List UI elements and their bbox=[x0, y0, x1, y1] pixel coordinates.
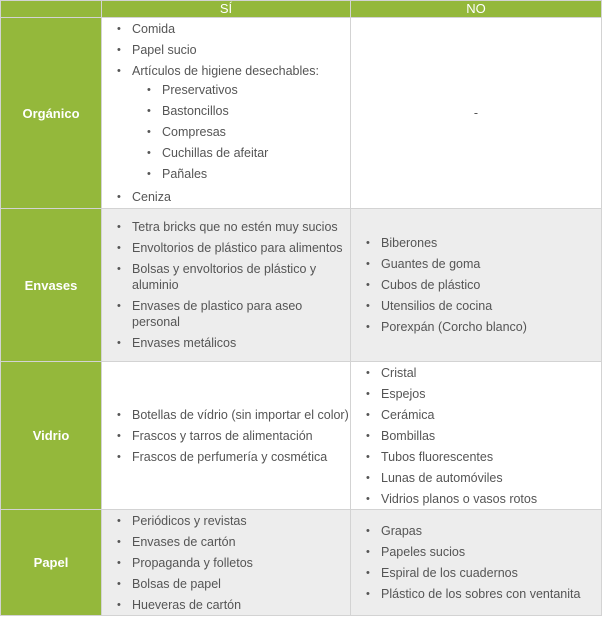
list-item: • Cristal bbox=[381, 362, 601, 383]
sub-list-item: • Pañales bbox=[162, 163, 350, 184]
no-cell-envases bbox=[351, 209, 602, 362]
list-item: • Porexpán (Corcho blanco) bbox=[381, 317, 601, 338]
list-item: • Espiral de los cuadernos bbox=[381, 563, 601, 584]
list-item: • Envases metálicos bbox=[132, 333, 350, 354]
list-item: • Bombillas bbox=[381, 425, 601, 446]
list-item: • Tubos fluorescentes bbox=[381, 446, 601, 467]
header-corner bbox=[1, 1, 102, 18]
no-cell-vidrio bbox=[351, 362, 602, 510]
list-item: • Ceniza bbox=[132, 187, 350, 208]
list-item: • Cubos de plástico bbox=[381, 275, 601, 296]
si-cell-vidrio bbox=[102, 362, 351, 510]
list-item: • Frascos y tarros de alimentación bbox=[132, 425, 350, 446]
row-papel bbox=[1, 510, 602, 616]
list-item: • Propaganda y folletos bbox=[132, 552, 350, 573]
header-row bbox=[1, 1, 602, 18]
list-item: • Bolsas de papel bbox=[132, 573, 350, 594]
si-cell-papel bbox=[102, 510, 351, 616]
list-item: • Envoltorios de plástico para alimentos bbox=[132, 238, 350, 259]
sub-list-item: • Bastoncillos bbox=[162, 100, 350, 121]
list-item: • Plástico de los sobres con ventanita bbox=[381, 584, 601, 605]
row-vidrio bbox=[1, 362, 602, 510]
sub-list-item: • Cuchillas de afeitar bbox=[162, 142, 350, 163]
row-organico bbox=[1, 18, 602, 209]
list-item-label: Artículos de higiene desechables: bbox=[132, 64, 319, 78]
list-item: • Frascos de perfumería y cosmética bbox=[132, 446, 350, 467]
si-cell-organico bbox=[102, 18, 351, 209]
list-item: • Hueveras de cartón bbox=[132, 594, 350, 615]
list-item bbox=[132, 61, 350, 187]
list-item: • Envases de cartón bbox=[132, 531, 350, 552]
no-cell-papel bbox=[351, 510, 602, 616]
si-cell-envases bbox=[102, 209, 351, 362]
category-vidrio: Vidrio bbox=[1, 362, 102, 510]
category-organico: Orgánico bbox=[1, 18, 102, 209]
sub-list-item: • Preservativos bbox=[162, 79, 350, 100]
header-si: SÍ bbox=[102, 1, 351, 18]
list-item: • Guantes de goma bbox=[381, 254, 601, 275]
list-item: • Vidrios planos o vasos rotos bbox=[381, 488, 601, 509]
list-item: • Bolsas y envoltorios de plástico y aluminio bbox=[132, 259, 350, 296]
category-papel: Papel bbox=[1, 510, 102, 616]
sub-list-item: • Compresas bbox=[162, 121, 350, 142]
list-item: • Utensilios de cocina bbox=[381, 296, 601, 317]
no-cell-organico: - bbox=[351, 18, 602, 209]
list-item: • Envases de plastico para aseo personal bbox=[132, 296, 350, 333]
list-item: • Grapas bbox=[381, 521, 601, 542]
list-item: • Biberones bbox=[381, 233, 601, 254]
row-envases bbox=[1, 209, 602, 362]
list-item: • Botellas de vídrio (sin importar el color) bbox=[132, 404, 350, 425]
list-item: • Tetra bricks que no estén muy sucios bbox=[132, 217, 350, 238]
header-no: NO bbox=[351, 1, 602, 18]
category-envases: Envases bbox=[1, 209, 102, 362]
list-item: • Comida bbox=[132, 19, 350, 40]
list-item: • Espejos bbox=[381, 383, 601, 404]
list-item: • Papeles sucios bbox=[381, 542, 601, 563]
list-item: • Periódicos y revistas bbox=[132, 510, 350, 531]
list-item: • Cerámica bbox=[381, 404, 601, 425]
list-item: • Lunas de automóviles bbox=[381, 467, 601, 488]
list-item: • Papel sucio bbox=[132, 40, 350, 61]
